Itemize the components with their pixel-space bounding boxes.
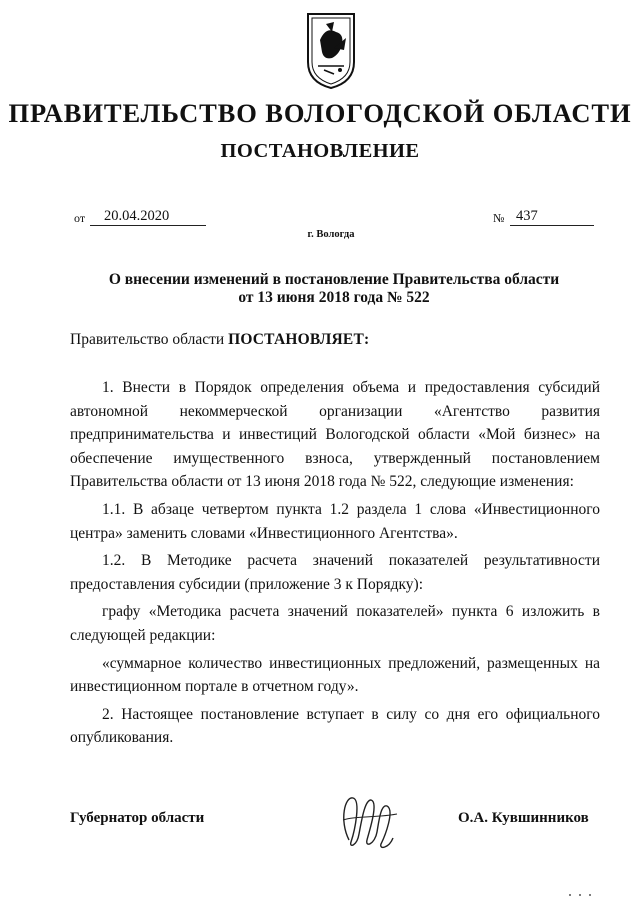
- paragraph: графу «Методика расчета значений показателей» пункта 6 изложить в следующей редакции:: [70, 603, 600, 644]
- subject-line-1: О внесении изменений в постановление Правительства области: [108, 271, 560, 288]
- city: г. Вологда: [307, 229, 355, 240]
- government-title: ПРАВИТЕЛЬСТВО ВОЛОГОДСКОЙ ОБЛАСТИ: [8, 98, 632, 128]
- number-prefix: №: [493, 211, 505, 225]
- paragraph: «суммарное количество инвестиционных предложений, размещенных на инвестиционном портале в отчетном году».: [70, 654, 600, 696]
- paragraph: 2. Настоящее постановление вступает в силу со дня его официального опубликования.: [70, 705, 600, 747]
- document-date: 20.04.2020: [90, 207, 206, 226]
- signatory-position: Губернатор области: [70, 810, 205, 826]
- document-type: ПОСТАНОВЛЕНИЕ: [220, 140, 420, 162]
- signature-icon: [335, 790, 405, 852]
- subject-line-2: от 13 июня 2018 года № 522: [238, 289, 430, 306]
- preamble-bold: ПОСТАНОВЛЯЕТ:: [228, 331, 370, 348]
- date-prefix: от: [74, 211, 86, 225]
- paragraph: 1.1. В абзаце четвертом пункта 1.2 раздела 1 слова «Инвестиционного центра» заменить словами «Инвестиционного Агентства».: [70, 500, 600, 542]
- document-subject: [70, 271, 598, 307]
- document-body: [70, 376, 600, 754]
- preamble: [70, 331, 369, 349]
- document-number: 437: [510, 207, 594, 226]
- paragraph: 1. Внести в Порядок определения объема и предоставления субсидий автономной некоммерческой организации «Агентство развития предпринимательства и инвестиций Вологодской области «Мой бизнес» на обеспечение имущественного взноса, утвержденный постановлением Правительства области от 13 июня 2018 года № 522, следующие изменения:: [70, 379, 600, 491]
- preamble-text: Правительство области: [70, 331, 225, 348]
- paragraph: 1.2. В Методике расчета значений показателей результативности предоставления субсидии (приложение 3 к Порядку):: [70, 552, 600, 593]
- signatory-name: О.А. Кувшинников: [458, 810, 589, 826]
- scan-mark-icon: [568, 893, 592, 897]
- coat-of-arms-icon: [304, 10, 358, 90]
